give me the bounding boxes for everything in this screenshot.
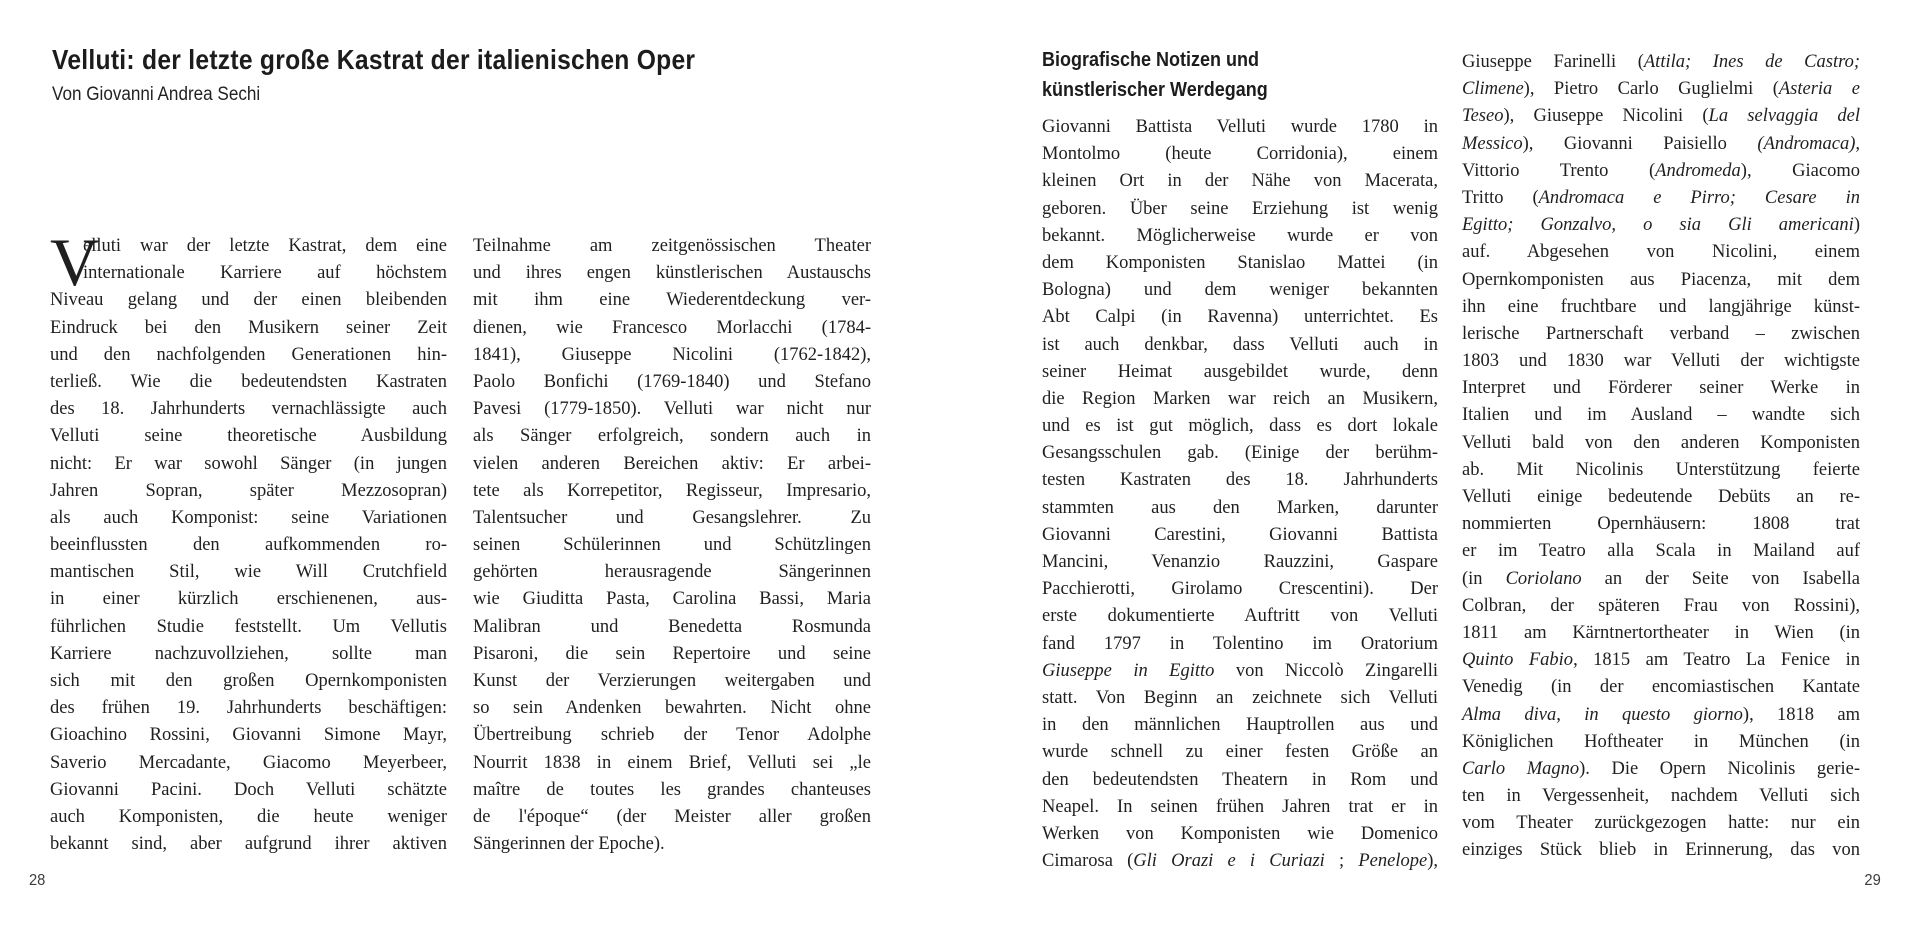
text-line: vom Theater zurückgezogen hatte: nur ein <box>1462 813 1860 834</box>
text-line: seinen Schülerinnen und Schützlingen <box>473 535 871 556</box>
text-line: als Sänger erfolgreich, sondern auch in <box>473 426 871 447</box>
text-line: Giovanni Battista Velluti wurde 1780 in <box>1042 117 1438 137</box>
text-line: Velluti bald von den anderen Komponisten <box>1462 432 1860 453</box>
text-line: Velluti seine theoretische Ausbildung <box>50 426 447 447</box>
text-line: einziges Stück blieb in Erinnerung, das von <box>1462 840 1860 861</box>
text-line: in den männlichen Hauptrollen aus und <box>1042 715 1438 736</box>
text-line: Giovanni Pacini. Doch Velluti schätzte <box>50 779 447 800</box>
text-line: des 18. Jahrhunderts vernachlässigte auch <box>50 399 447 420</box>
text-line: 1811 am Kärntnertortheater in Wien (in <box>1462 622 1860 643</box>
text-line: seiner Heimat ausgebildet wurde, denn <box>1042 361 1438 382</box>
text-line: Paolo Bonfichi (1769-1840) und Stefano <box>473 371 871 392</box>
text-line: Montolmo (heute Corridonia), einem <box>1042 144 1438 165</box>
text-line: geboren. Über seine Erziehung ist wenig <box>1042 198 1438 219</box>
page-number-right: 29 <box>1864 872 1881 889</box>
text-line: er im Teatro alla Scala in Mailand auf <box>1462 541 1860 562</box>
text-line: so sein Andenken bewahrten. Nicht ohne <box>473 698 871 719</box>
text-line: de l'époque“ (der Meister aller großen <box>473 806 871 827</box>
text-line: Climene), Pietro Carlo Guglielmi (Asteria e <box>1462 79 1860 100</box>
left-page-column-2 <box>473 233 871 858</box>
text-line: erste dokumentierte Auftritt von Velluti <box>1042 606 1438 627</box>
text-line: Karriere nachzuvollziehen, sollte man <box>50 643 447 664</box>
text-line: Vittorio Trento (Andromeda), Giacomo <box>1462 160 1860 181</box>
text-line: elluti war der letzte Kastrat, dem eine <box>83 236 447 256</box>
text-line: Italien und im Ausland – wandte sich <box>1462 405 1860 426</box>
section-heading-line-1: Biografische Notizen und <box>1042 49 1260 71</box>
right-page-column-2 <box>1462 49 1860 865</box>
text-line: Königlichen Hoftheater in München (in <box>1462 731 1860 752</box>
text-line: Quinto Fabio, 1815 am Teatro La Fenice in <box>1462 650 1860 671</box>
text-line: Neapel. In seinen frühen Jahren trat er in <box>1042 796 1438 817</box>
text-line: Opernkomponisten aus Piacenza, mit dem <box>1462 269 1860 290</box>
text-line: Velluti einige bedeutende Debüts an re- <box>1462 487 1860 507</box>
text-line: Niveau gelang und der einen bleibenden <box>50 290 447 311</box>
text-line: den bedeutendsten Theatern in Rom und <box>1042 769 1438 790</box>
right-page-column-1 <box>1042 114 1438 875</box>
text-line: Egitto; Gonzalvo, o sia Gli americani) <box>1462 215 1860 236</box>
text-line: Eindruck bei den Musikern seiner Zeit <box>50 317 447 338</box>
text-line: Werken von Komponisten wie Domenico <box>1042 823 1438 844</box>
text-line: des frühen 19. Jahrhunderts beschäftigen: <box>50 698 447 719</box>
text-line: und den nachfolgenden Generationen hin- <box>50 344 447 365</box>
text-line: Mancini, Venanzio Rauzzini, Gaspare <box>1042 552 1438 572</box>
text-line: in einer kürzlich erschienenen, aus- <box>50 589 447 610</box>
text-line: Teseo), Giuseppe Nicolini (La selvaggia del <box>1462 106 1861 127</box>
text-line: ab. Mit Nicolinis Unterstützung feierte <box>1462 459 1860 480</box>
text-line: führlichen Studie feststellt. Um Vellutis <box>50 616 447 637</box>
text-line: ihn eine fruchtbare und langjährige künst- <box>1462 296 1860 317</box>
text-line: als auch Komponist: seine Variationen <box>50 507 447 528</box>
text-line: mit ihm eine Wiederentdeckung ver- <box>473 290 871 311</box>
text-line: Giuseppe in Egitto von Niccolò Zingarelli <box>1042 660 1438 681</box>
page-number-left: 28 <box>29 872 46 889</box>
text-line: Venedig (in der encomiastischen Kantate <box>1462 677 1860 698</box>
text-line: ist auch denkbar, dass Velluti auch in <box>1042 334 1438 355</box>
text-line: stammten aus den Marken, darunter <box>1042 497 1438 518</box>
article-title: Velluti: der letzte große Kastrat der italienischen Oper <box>52 44 696 75</box>
text-line: ten in Vergessenheit, nachdem Velluti sich <box>1462 786 1860 807</box>
text-line: Übertreibung schrieb der Tenor Adolphe <box>473 725 871 746</box>
text-line: dem Komponisten Stanislao Mattei (in <box>1042 252 1438 273</box>
text-line: Jahren Sopran, später Mezzosopran) <box>50 480 447 501</box>
text-line: sich mit den großen Opernkomponisten <box>50 671 447 691</box>
text-line: Teilnahme am zeitgenössischen Theater <box>473 236 871 256</box>
section-heading-line-2: künstlerischer Werdegang <box>1042 79 1268 101</box>
text-line: terließ. Wie die bedeutendsten Kastraten <box>50 371 447 392</box>
text-line: Tritto (Andromaca e Pirro; Cesare in <box>1462 187 1860 208</box>
text-line: Abt Calpi (in Ravenna) unterrichtet. Es <box>1042 307 1438 328</box>
text-line: testen Kastraten des 18. Jahrhunderts <box>1042 470 1438 491</box>
text-line: Pisaroni, die sein Repertoire und seine <box>473 643 871 664</box>
left-page-column-1 <box>50 233 447 858</box>
text-line: gehörten herausragende Sängerinnen <box>473 562 871 583</box>
text-line: und es ist gut möglich, dass es dort lokale <box>1042 416 1438 437</box>
text-line: auch Komponisten, die heute weniger <box>50 806 447 827</box>
text-line: Talentsucher und Gesangslehrer. Zu <box>473 507 871 528</box>
text-line: fand 1797 in Tolentino im Oratorium <box>1042 633 1438 654</box>
text-line: die Region Marken war reich an Musikern, <box>1042 388 1438 409</box>
text-line: Giovanni Carestini, Giovanni Battista <box>1042 524 1438 545</box>
text-line: Messico), Giovanni Paisiello (Andromaca), <box>1462 133 1860 154</box>
text-line: beeinflussten den aufkommenden ro- <box>50 535 447 556</box>
article-byline: Von Giovanni Andrea Sechi <box>52 84 261 105</box>
text-line: vielen anderen Bereichen aktiv: Er arbei- <box>473 453 871 474</box>
text-line: und ihres engen künstlerischen Austauschs <box>473 263 871 284</box>
text-line: nommierten Opernhäusern: 1808 trat <box>1462 514 1860 535</box>
text-line: Interpret und Förderer seiner Werke in <box>1462 378 1860 399</box>
text-line: kleinen Ort in der Nähe von Macerata, <box>1042 171 1438 192</box>
drop-cap-letter: V <box>50 224 100 300</box>
text-line: wie Giuditta Pasta, Carolina Bassi, Maria <box>473 589 871 610</box>
text-line: (in Coriolano an der Seite von Isabella <box>1462 568 1860 589</box>
text-line: Gioachino Rossini, Giovanni Simone Mayr, <box>50 725 447 746</box>
text-line: Gesangsschulen gab. (Einige der berühm- <box>1042 443 1438 464</box>
text-line: Kunst der Verzierungen weitergaben und <box>473 671 871 691</box>
text-line: maître de toutes les grandes chanteuses <box>473 779 871 800</box>
text-line: Pacchierotti, Girolamo Crescentini). Der <box>1042 579 1438 600</box>
text-line: Pavesi (1779-1850). Velluti war nicht nur <box>473 399 871 420</box>
text-line: Colbran, der späteren Frau von Rossini), <box>1462 595 1860 616</box>
text-line: 1841), Giuseppe Nicolini (1762-1842), <box>473 344 871 365</box>
text-line: Saverio Mercadante, Giacomo Meyerbeer, <box>50 752 447 773</box>
text-line: Sängerinnen der Epoche). <box>473 834 665 855</box>
text-line: statt. Von Beginn an zeichnete sich Velluti <box>1042 687 1438 708</box>
text-line: wurde schnell zu einer festen Größe an <box>1042 742 1438 763</box>
section-heading <box>1042 45 1268 105</box>
text-line: Nourrit 1838 in einem Brief, Velluti sei „le <box>473 752 871 773</box>
text-line: Malibran und Benedetta Rosmunda <box>473 616 871 637</box>
text-line: lerische Partnerschaft verband – zwischen <box>1462 323 1860 344</box>
text-line: tete als Korrepetitor, Regisseur, Impresario, <box>473 480 871 501</box>
text-line: Cimarosa (Gli Orazi e i Curiazi ; Penelope), <box>1042 851 1438 872</box>
text-line: Giuseppe Farinelli (Attila; Ines de Castro; <box>1462 52 1861 72</box>
text-line: bekannt. Möglicherweise wurde er von <box>1042 225 1438 246</box>
text-line: auf. Abgesehen von Nicolini, einem <box>1462 242 1860 263</box>
text-line: mantischen Stil, wie Will Crutchfield <box>50 562 447 583</box>
text-line: Carlo Magno). Die Opern Nicolinis gerie- <box>1462 758 1860 779</box>
text-line: nicht: Er war sowohl Sänger (in jungen <box>50 453 447 474</box>
text-line: bekannt sind, aber aufgrund ihrer aktiven <box>50 834 447 855</box>
text-line: 1803 und 1830 war Velluti der wichtigste <box>1462 351 1860 372</box>
text-line: Bologna) und dem weniger bekannten <box>1042 280 1438 301</box>
text-line: Alma diva, in questo giorno), 1818 am <box>1462 704 1860 725</box>
text-line: internationale Karriere auf höchstem <box>83 263 447 284</box>
text-line: dienen, wie Francesco Morlacchi (1784- <box>473 317 871 338</box>
